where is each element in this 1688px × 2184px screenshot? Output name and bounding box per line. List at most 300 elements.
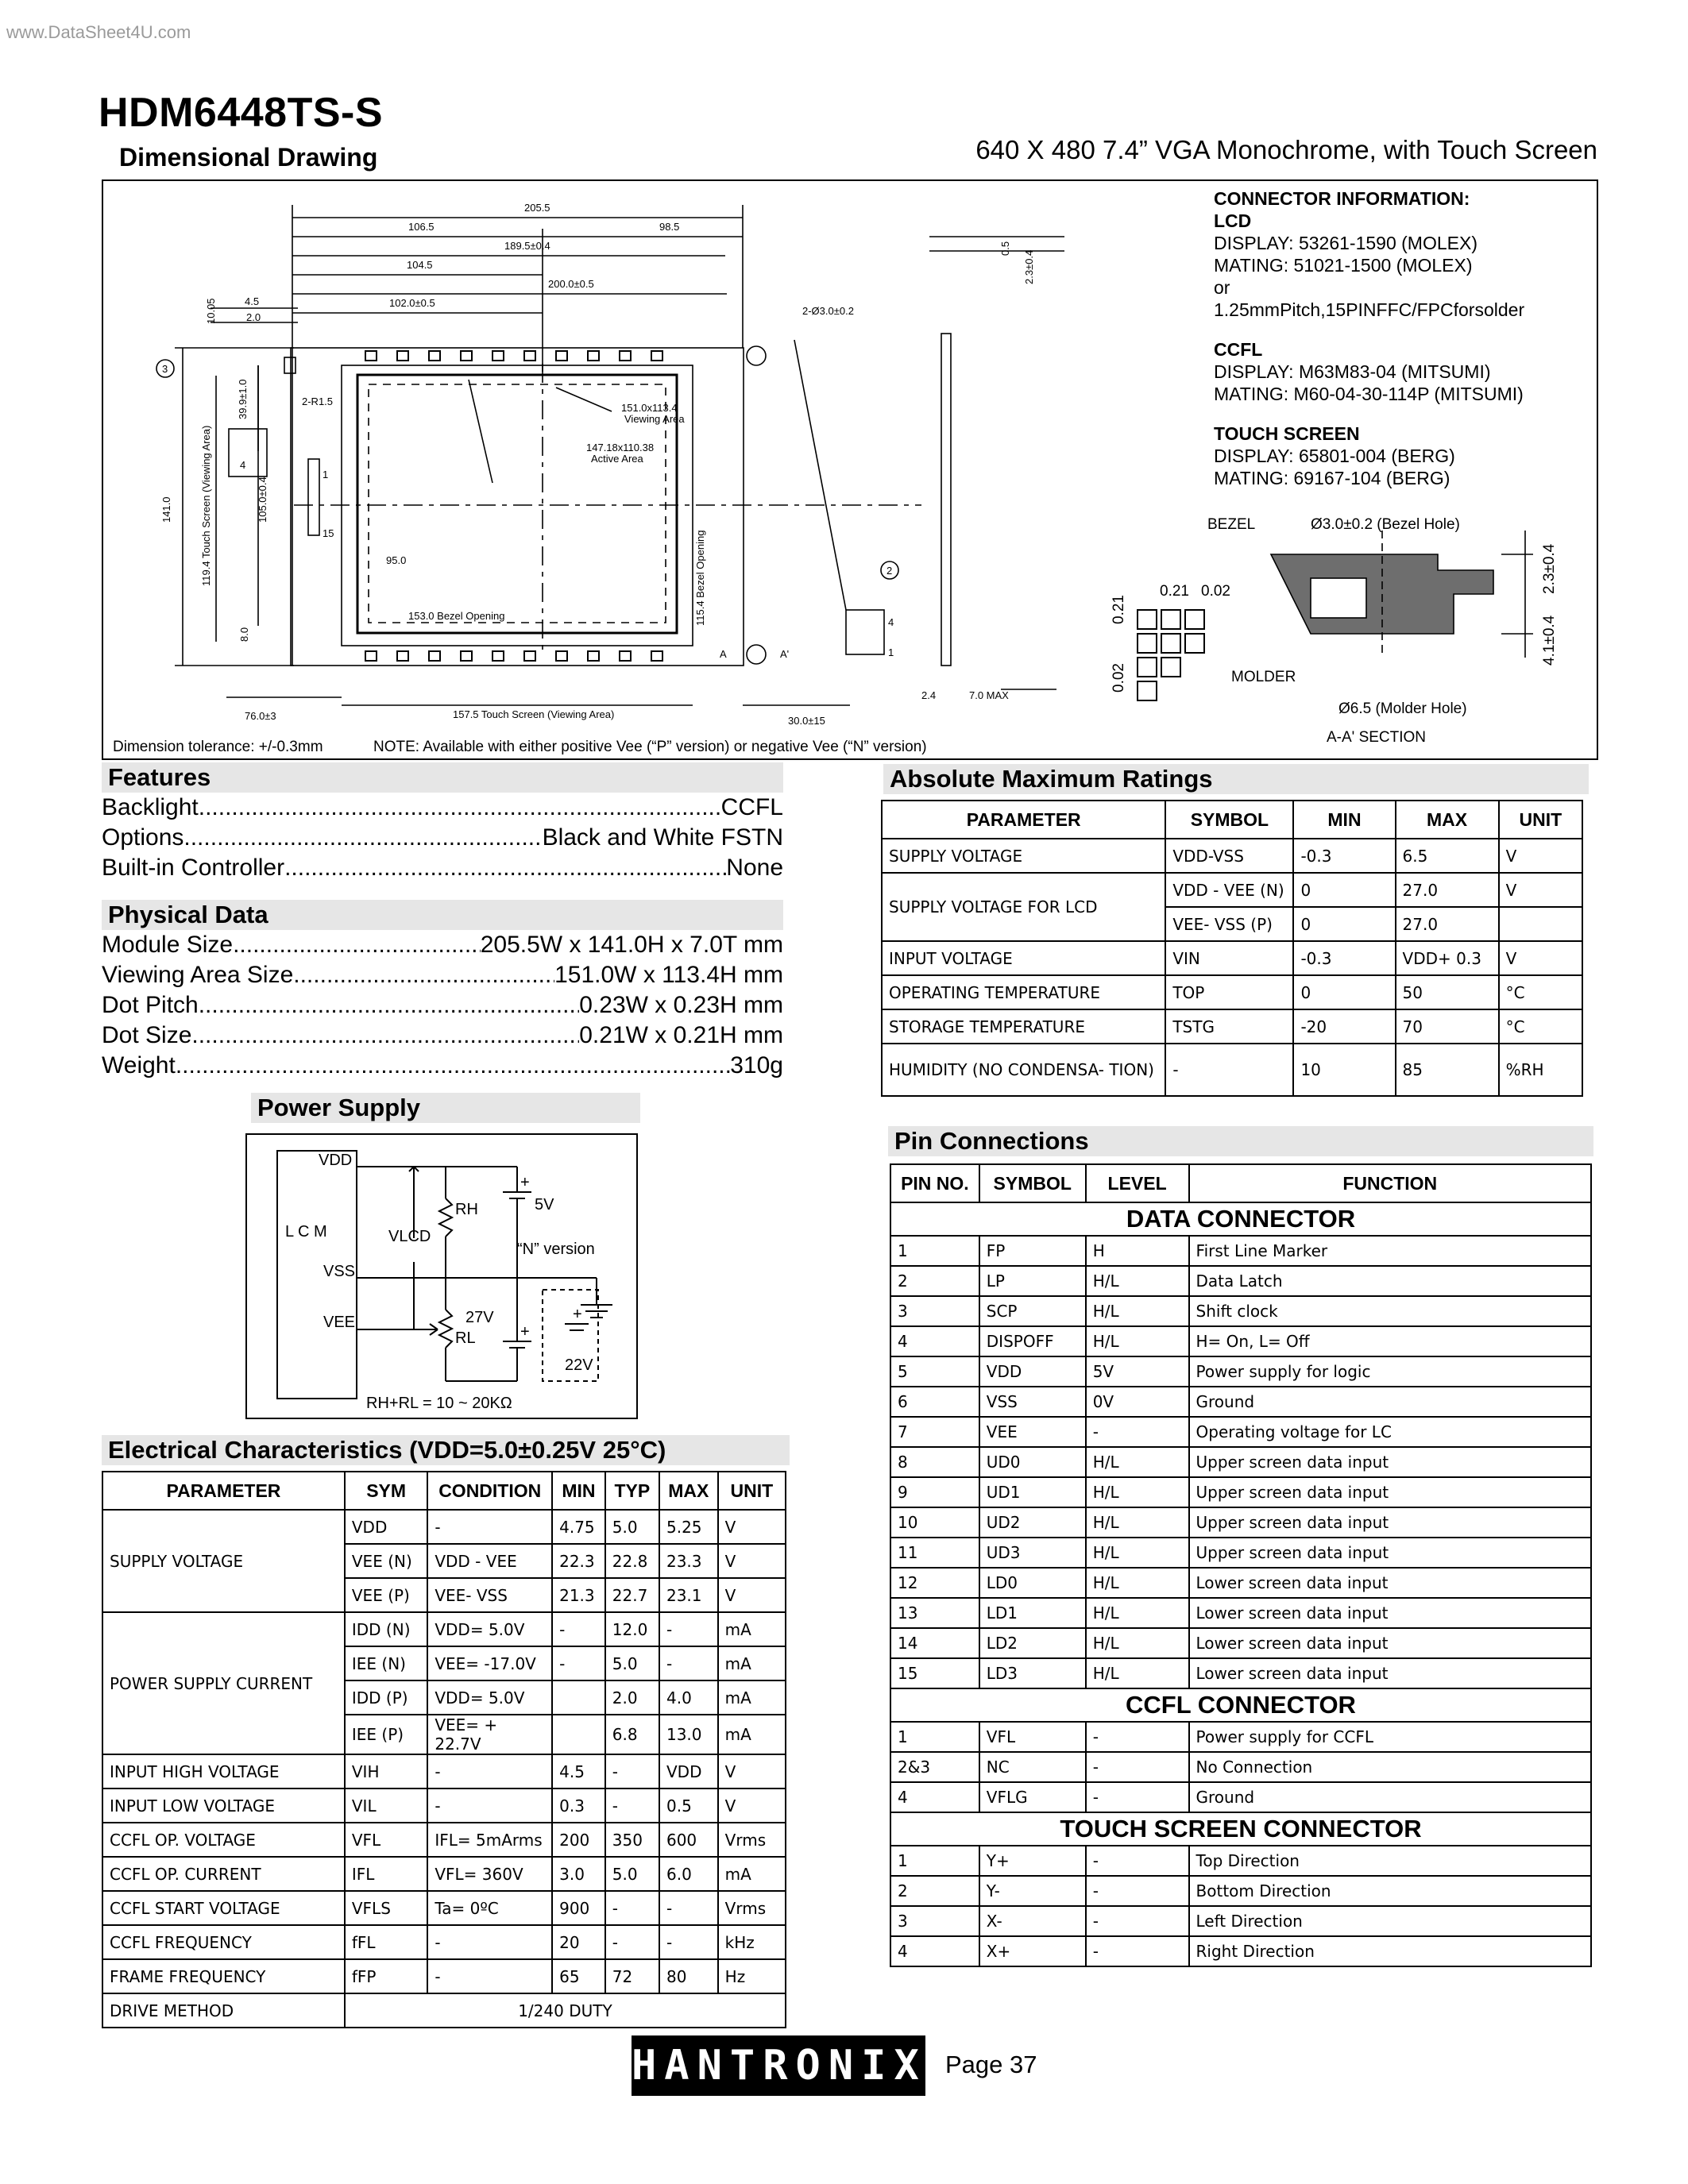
physical-value: 310g <box>730 1052 783 1078</box>
conn-lcd-display: DISPLAY: 53261-1590 (MOLEX) <box>1214 233 1477 253</box>
elec-cell: - <box>427 1510 552 1544</box>
ps-lcm: L C M <box>285 1223 327 1241</box>
dim-76-0: 76.0±3 <box>245 710 276 722</box>
features-label: Backlight <box>102 794 199 820</box>
pin-cell: SCP <box>979 1296 1086 1326</box>
dim-141-0: 141.0 <box>160 496 172 523</box>
physical-value: 205.5W x 141.0H x 7.0T mm <box>480 932 783 958</box>
pin-cell: LP <box>979 1266 1086 1296</box>
ps-plus-5v: + <box>520 1174 530 1191</box>
elec-cell: 72 <box>605 1959 659 1993</box>
elec-cell: - <box>605 1925 659 1959</box>
physical-data-section <box>102 900 783 1081</box>
elec-cell <box>552 1680 605 1715</box>
abs-cell: 10 <box>1293 1044 1395 1096</box>
features-section <box>102 762 783 883</box>
pins-heading: Pin Connections <box>888 1126 1593 1156</box>
pin-cell: Y- <box>979 1876 1086 1906</box>
table-row <box>890 1477 1591 1507</box>
elec-cell: 65 <box>552 1959 605 1993</box>
label-viewing-area: Viewing Area <box>624 413 685 425</box>
conn-lcd-heading: LCD <box>1214 210 1252 231</box>
elec-header: SYM <box>345 1472 427 1510</box>
ps-vlcd: VLCD <box>388 1228 431 1245</box>
abs-parameter: HUMIDITY (NO CONDENSA- TION) <box>882 1044 1165 1096</box>
pin-cell: H/L <box>1086 1447 1189 1477</box>
pin-header: PIN NO. <box>890 1164 979 1202</box>
pin-cell: 14 <box>890 1628 979 1658</box>
pin-cell: H/L <box>1086 1628 1189 1658</box>
section-mark-a-prime: A' <box>780 648 790 660</box>
table-row <box>890 1236 1591 1266</box>
elec-header: PARAMETER <box>102 1472 345 1510</box>
pin-cell: Y+ <box>979 1846 1086 1876</box>
features-value: Black and White FSTN <box>542 824 783 851</box>
table-row <box>890 1356 1591 1387</box>
pin-15-label: 15 <box>323 527 334 539</box>
elec-cell: 4.75 <box>552 1510 605 1544</box>
pin-section-row <box>890 1812 1591 1846</box>
elec-cell: 22.8 <box>605 1544 659 1578</box>
physical-row <box>102 960 783 990</box>
section-dim-2-3: 2.3±0.4 <box>1541 543 1558 594</box>
pin-header: FUNCTION <box>1189 1164 1591 1202</box>
section-dim-4-1: 4.1±0.4 <box>1541 615 1558 666</box>
features-label: Built-in Controller <box>102 855 285 881</box>
pin-cell: Upper screen data input <box>1189 1507 1591 1538</box>
table-row <box>102 1823 786 1857</box>
elec-cell: VIH <box>345 1754 427 1788</box>
physical-row <box>102 990 783 1021</box>
dim-2-0: 2.0 <box>246 311 261 323</box>
pin-cell: First Line Marker <box>1189 1236 1591 1266</box>
elec-header: UNIT <box>718 1472 786 1510</box>
pin-cell: 11 <box>890 1538 979 1568</box>
dim-10-05: 10.05 <box>205 298 217 324</box>
elec-cell: 21.3 <box>552 1578 605 1612</box>
elec-cell: Ta= 0ºC <box>427 1891 552 1925</box>
features-row <box>102 793 783 823</box>
physical-value: 0.23W x 0.23H mm <box>579 992 783 1018</box>
table-row <box>882 1009 1582 1044</box>
dim-106-5: 106.5 <box>408 221 435 233</box>
elec-cell: VDD <box>345 1510 427 1544</box>
elec-parameter: CCFL START VOLTAGE <box>102 1891 345 1925</box>
pin-cell: 5 <box>890 1356 979 1387</box>
elec-cell: 0.3 <box>552 1788 605 1823</box>
table-row <box>882 839 1582 873</box>
elec-cell: 4.5 <box>552 1754 605 1788</box>
abs-header: PARAMETER <box>882 801 1165 839</box>
abs-cell: V <box>1499 873 1582 907</box>
abs-cell: TOP <box>1165 975 1293 1009</box>
dim-102-0: 102.0±0.5 <box>389 297 435 309</box>
pin-cell: Lower screen data input <box>1189 1598 1591 1628</box>
page-title: HDM6448TS-S <box>98 90 384 136</box>
conn-lcd-or: or <box>1214 277 1230 298</box>
pin-cell: H/L <box>1086 1507 1189 1538</box>
pin-section-title: DATA CONNECTOR <box>890 1202 1591 1236</box>
elec-cell: - <box>659 1891 718 1925</box>
pin-cell: Shift clock <box>1189 1296 1591 1326</box>
pin-header: LEVEL <box>1086 1164 1189 1202</box>
elec-cell: VFLS <box>345 1891 427 1925</box>
abs-max-table <box>881 800 1583 1097</box>
pin-cell: Operating voltage for LC <box>1189 1417 1591 1447</box>
dim-189-5: 189.5±0.4 <box>504 240 550 252</box>
pin-cell: Lower screen data input <box>1189 1628 1591 1658</box>
pin-cell: FP <box>979 1236 1086 1266</box>
dim-39-9: 39.9±1.0 <box>237 379 249 419</box>
leader-dots <box>233 930 481 960</box>
pin-table <box>890 1163 1592 1967</box>
section-mark-a: A <box>720 648 727 660</box>
ps-n-version: “N” version <box>517 1241 595 1258</box>
ps-vee: VEE <box>323 1314 356 1331</box>
leader-dots <box>199 990 580 1021</box>
pin-cell: - <box>1086 1906 1189 1936</box>
table-row <box>882 941 1582 975</box>
elec-cell: mA <box>718 1715 786 1754</box>
pin-section-row <box>890 1688 1591 1722</box>
pin-cell: 2 <box>890 1876 979 1906</box>
abs-cell: °C <box>1499 975 1582 1009</box>
pin-cell: 5V <box>1086 1356 1189 1387</box>
page-number: Page 37 <box>945 2051 1037 2078</box>
elec-parameter: INPUT LOW VOLTAGE <box>102 1788 345 1823</box>
elec-parameter: FRAME FREQUENCY <box>102 1959 345 1993</box>
ccfl-pin-4: 4 <box>888 616 894 628</box>
ccfl-pin-1: 1 <box>888 646 894 658</box>
elec-cell: IEE (P) <box>345 1715 427 1754</box>
dim-hole: 2-Ø3.0±0.2 <box>802 305 854 317</box>
dim-2-4: 2.4 <box>921 689 937 701</box>
table-row <box>890 1598 1591 1628</box>
physical-value: 151.0W x 113.4H mm <box>554 962 783 988</box>
abs-cell: - <box>1165 1044 1293 1096</box>
physical-label: Dot Size <box>102 1022 192 1048</box>
pin-cell: Power supply for logic <box>1189 1356 1591 1387</box>
elec-cell: IDD (P) <box>345 1680 427 1715</box>
pin-cell: H/L <box>1086 1266 1189 1296</box>
elec-cell: mA <box>718 1680 786 1715</box>
elec-cell: mA <box>718 1646 786 1680</box>
elec-cell: 4.0 <box>659 1680 718 1715</box>
elec-cell: - <box>427 1754 552 1788</box>
abs-cell: °C <box>1499 1009 1582 1044</box>
elec-cell: - <box>659 1646 718 1680</box>
electrical-heading: Electrical Characteristics (VDD=5.0±0.25V 25°C) <box>102 1435 790 1465</box>
pin-cell: 3 <box>890 1296 979 1326</box>
elec-cell: VEE= -17.0V <box>427 1646 552 1680</box>
physical-label: Viewing Area Size <box>102 962 294 988</box>
dim-2-3: 2.3±0.4 <box>1023 249 1035 284</box>
abs-cell <box>1499 907 1582 941</box>
elec-cell: - <box>659 1612 718 1646</box>
pin-section-title: TOUCH SCREEN CONNECTOR <box>890 1812 1591 1846</box>
features-row <box>102 823 783 853</box>
elec-cell: VDD <box>659 1754 718 1788</box>
pin-cell: H/L <box>1086 1296 1189 1326</box>
elec-cell: VEE- VSS <box>427 1578 552 1612</box>
power-supply-diagram <box>245 1133 638 1419</box>
pin-cell: 8 <box>890 1447 979 1477</box>
table-row <box>890 1507 1591 1538</box>
elec-cell: - <box>605 1788 659 1823</box>
elec-cell: - <box>552 1612 605 1646</box>
elec-cell: - <box>659 1925 718 1959</box>
table-row <box>102 1857 786 1891</box>
pin-cell: UD3 <box>979 1538 1086 1568</box>
pin-header: SYMBOL <box>979 1164 1086 1202</box>
dim-r1-5: 2-R1.5 <box>302 396 334 407</box>
pin-cell: - <box>1086 1846 1189 1876</box>
physical-heading: Physical Data <box>102 900 783 930</box>
table-row <box>102 1754 786 1788</box>
elec-header: MIN <box>552 1472 605 1510</box>
abs-cell: TSTG <box>1165 1009 1293 1044</box>
abs-cell: 0 <box>1293 975 1395 1009</box>
pin-cell: Top Direction <box>1189 1846 1591 1876</box>
dim-153-0: 153.0 Bezel Opening <box>408 610 505 622</box>
elec-cell: V <box>718 1544 786 1578</box>
pin-cell: VEE <box>979 1417 1086 1447</box>
table-row <box>890 1936 1591 1966</box>
abs-parameter: OPERATING TEMPERATURE <box>882 975 1165 1009</box>
elec-cell: 6.0 <box>659 1857 718 1891</box>
elec-cell: IDD (N) <box>345 1612 427 1646</box>
conn-ts-mating: MATING: 69167-104 (BERG) <box>1214 468 1450 488</box>
pin-cell: DISPOFF <box>979 1326 1086 1356</box>
connector-information <box>1214 187 1524 489</box>
elec-cell: 1/240 DUTY <box>345 1993 786 2028</box>
table-row <box>102 1788 786 1823</box>
table-row <box>890 1906 1591 1936</box>
table-row <box>882 975 1582 1009</box>
table-row <box>890 1752 1591 1782</box>
physical-label: Module Size <box>102 932 234 958</box>
pin-cell: 4 <box>890 1936 979 1966</box>
table-row <box>102 1925 786 1959</box>
conn-ts-display: DISPLAY: 65801-004 (BERG) <box>1214 446 1455 466</box>
abs-parameter: INPUT VOLTAGE <box>882 941 1165 975</box>
pin-cell: Ground <box>1189 1387 1591 1417</box>
pin-cell: 4 <box>890 1782 979 1812</box>
pin-1-label: 1 <box>323 469 329 480</box>
table-row <box>890 1326 1591 1356</box>
ps-5v: 5V <box>535 1196 554 1214</box>
elec-cell: 22.7 <box>605 1578 659 1612</box>
dim-104-5: 104.5 <box>407 259 433 271</box>
table-row <box>882 873 1582 907</box>
dim-205-5: 205.5 <box>524 202 550 214</box>
dim-98-5: 98.5 <box>659 221 680 233</box>
pin-cell: 1 <box>890 1846 979 1876</box>
elec-header: CONDITION <box>427 1472 552 1510</box>
table-row <box>102 1510 786 1544</box>
callout-3: 3 <box>162 363 168 375</box>
pin-cell: LD2 <box>979 1628 1086 1658</box>
abs-cell: -20 <box>1293 1009 1395 1044</box>
ps-formula: RH+RL = 10 ~ 20KΩ <box>366 1395 512 1412</box>
pin-cell: 9 <box>890 1477 979 1507</box>
leader-dots <box>284 853 726 883</box>
dim-30-0: 30.0±15 <box>788 715 825 727</box>
dot-size-c: 0.21 <box>1111 595 1127 624</box>
dim-95-0: 95.0 <box>386 554 407 566</box>
pin-cell: LD1 <box>979 1598 1086 1628</box>
elec-cell: IFL <box>345 1857 427 1891</box>
dim-115-4: 115.4 Bezel Opening <box>694 530 706 626</box>
pin-cell: NC <box>979 1752 1086 1782</box>
table-row <box>890 1658 1591 1688</box>
elec-cell: 5.25 <box>659 1510 718 1544</box>
elec-cell: 200 <box>552 1823 605 1857</box>
pin-cell: Upper screen data input <box>1189 1538 1591 1568</box>
ps-plus-27v: + <box>520 1323 530 1341</box>
elec-cell: 12.0 <box>605 1612 659 1646</box>
conn-lcd-mating: MATING: 51021-1500 (MOLEX) <box>1214 255 1473 276</box>
table-row <box>890 1782 1591 1812</box>
conn-ts-heading: TOUCH SCREEN <box>1214 423 1360 444</box>
table-row <box>102 1959 786 1993</box>
pin-cell: H/L <box>1086 1326 1189 1356</box>
elec-cell: VDD - VEE <box>427 1544 552 1578</box>
table-row <box>882 1044 1582 1096</box>
leader-dots <box>176 1051 730 1081</box>
elec-cell: VDD= 5.0V <box>427 1680 552 1715</box>
conn-info-heading: CONNECTOR INFORMATION: <box>1214 188 1470 209</box>
abs-cell: -0.3 <box>1293 941 1395 975</box>
dim-0-5: 0.5 <box>999 241 1011 256</box>
pin-cell: 13 <box>890 1598 979 1628</box>
features-heading: Features <box>102 762 783 793</box>
table-row <box>890 1447 1591 1477</box>
pin-cell: 4 <box>890 1326 979 1356</box>
elec-cell: mA <box>718 1857 786 1891</box>
dim-147: 147.18x110.38 <box>586 442 655 453</box>
elec-cell: 3.0 <box>552 1857 605 1891</box>
pin-cell: - <box>1086 1782 1189 1812</box>
pin-section-title: CCFL CONNECTOR <box>890 1688 1591 1722</box>
section-molder-label: MOLDER <box>1231 669 1296 685</box>
abs-header: UNIT <box>1499 801 1582 839</box>
elec-cell: VIL <box>345 1788 427 1823</box>
ps-plus-22v: + <box>573 1306 582 1323</box>
abs-cell: 27.0 <box>1396 873 1499 907</box>
table-row <box>890 1538 1591 1568</box>
pin-cell: 2&3 <box>890 1752 979 1782</box>
section-subtitle: Dimensional Drawing <box>119 143 378 172</box>
pin-cell: - <box>1086 1722 1189 1752</box>
model-description: 640 X 480 7.4” VGA Monochrome, with Touch Screen <box>975 135 1597 164</box>
elec-parameter: CCFL OP. CURRENT <box>102 1857 345 1891</box>
dim-4-5: 4.5 <box>245 295 260 307</box>
dim-105-0: 105.0±0.4 <box>257 477 268 523</box>
dot-size-d: 0.02 <box>1111 663 1127 693</box>
pin-cell: VDD <box>979 1356 1086 1387</box>
elec-cell: V <box>718 1510 786 1544</box>
abs-header: SYMBOL <box>1165 801 1293 839</box>
physical-row <box>102 930 783 960</box>
callout-2: 2 <box>886 565 893 577</box>
label-active-area: Active Area <box>591 453 643 465</box>
elec-cell: - <box>427 1959 552 1993</box>
pin-section-row <box>890 1202 1591 1236</box>
elec-cell: 80 <box>659 1959 718 1993</box>
elec-cell: VFL= 360V <box>427 1857 552 1891</box>
elec-cell: 5.0 <box>605 1646 659 1680</box>
conn-ccfl-heading: CCFL <box>1214 339 1263 360</box>
table-row <box>890 1628 1591 1658</box>
elec-cell: - <box>427 1788 552 1823</box>
pin-cell: Right Direction <box>1189 1936 1591 1966</box>
physical-row <box>102 1021 783 1051</box>
elec-parameter: CCFL FREQUENCY <box>102 1925 345 1959</box>
pin-cell: - <box>1086 1936 1189 1966</box>
elec-cell: VFL <box>345 1823 427 1857</box>
table-row <box>890 1876 1591 1906</box>
pin-cell: - <box>1086 1417 1189 1447</box>
dot-size-b: 0.02 <box>1201 583 1230 600</box>
elec-cell: VDD= 5.0V <box>427 1612 552 1646</box>
pin-cell: - <box>1086 1876 1189 1906</box>
elec-cell: 23.3 <box>659 1544 718 1578</box>
leader-dots <box>183 823 542 853</box>
abs-cell: 85 <box>1396 1044 1499 1096</box>
abs-max-heading: Absolute Maximum Ratings <box>883 764 1589 794</box>
pin-cell: VFLG <box>979 1782 1086 1812</box>
elec-cell: - <box>605 1891 659 1925</box>
dim-151: 151.0x113.4 <box>621 402 678 414</box>
table-row <box>890 1846 1591 1876</box>
dim-200-0: 200.0±0.5 <box>548 278 594 290</box>
pin-cell: 3 <box>890 1906 979 1936</box>
elec-parameter: INPUT HIGH VOLTAGE <box>102 1754 345 1788</box>
pin-cell: VFL <box>979 1722 1086 1752</box>
section-molder-hole: Ø6.5 (Molder Hole) <box>1338 700 1467 717</box>
elec-cell: - <box>605 1754 659 1788</box>
dim-8-0: 8.0 <box>238 627 250 642</box>
elec-cell: 0.5 <box>659 1788 718 1823</box>
abs-parameter: SUPPLY VOLTAGE <box>882 839 1165 873</box>
pin-cell: No Connection <box>1189 1752 1591 1782</box>
pin-cell: X- <box>979 1906 1086 1936</box>
pin-cell: Data Latch <box>1189 1266 1591 1296</box>
abs-header: MIN <box>1293 801 1395 839</box>
elec-cell: 350 <box>605 1823 659 1857</box>
features-list <box>102 793 783 883</box>
dim-157-5: 157.5 Touch Screen (Viewing Area) <box>453 708 615 720</box>
elec-cell: kHz <box>718 1925 786 1959</box>
features-value: None <box>726 855 783 881</box>
table-row <box>890 1722 1591 1752</box>
pin-cell: Upper screen data input <box>1189 1447 1591 1477</box>
abs-parameter: STORAGE TEMPERATURE <box>882 1009 1165 1044</box>
elec-cell <box>552 1715 605 1754</box>
pin-cell: VSS <box>979 1387 1086 1417</box>
table-row <box>890 1387 1591 1417</box>
elec-parameter: DRIVE METHOD <box>102 1993 345 2028</box>
pin-cell: 6 <box>890 1387 979 1417</box>
section-bezel-label: BEZEL <box>1207 516 1256 533</box>
pin-cell: H/L <box>1086 1568 1189 1598</box>
table-row <box>890 1296 1591 1326</box>
elec-cell: V <box>718 1788 786 1823</box>
elec-cell: 5.0 <box>605 1510 659 1544</box>
elec-cell: fFL <box>345 1925 427 1959</box>
pin-cell: - <box>1086 1752 1189 1782</box>
